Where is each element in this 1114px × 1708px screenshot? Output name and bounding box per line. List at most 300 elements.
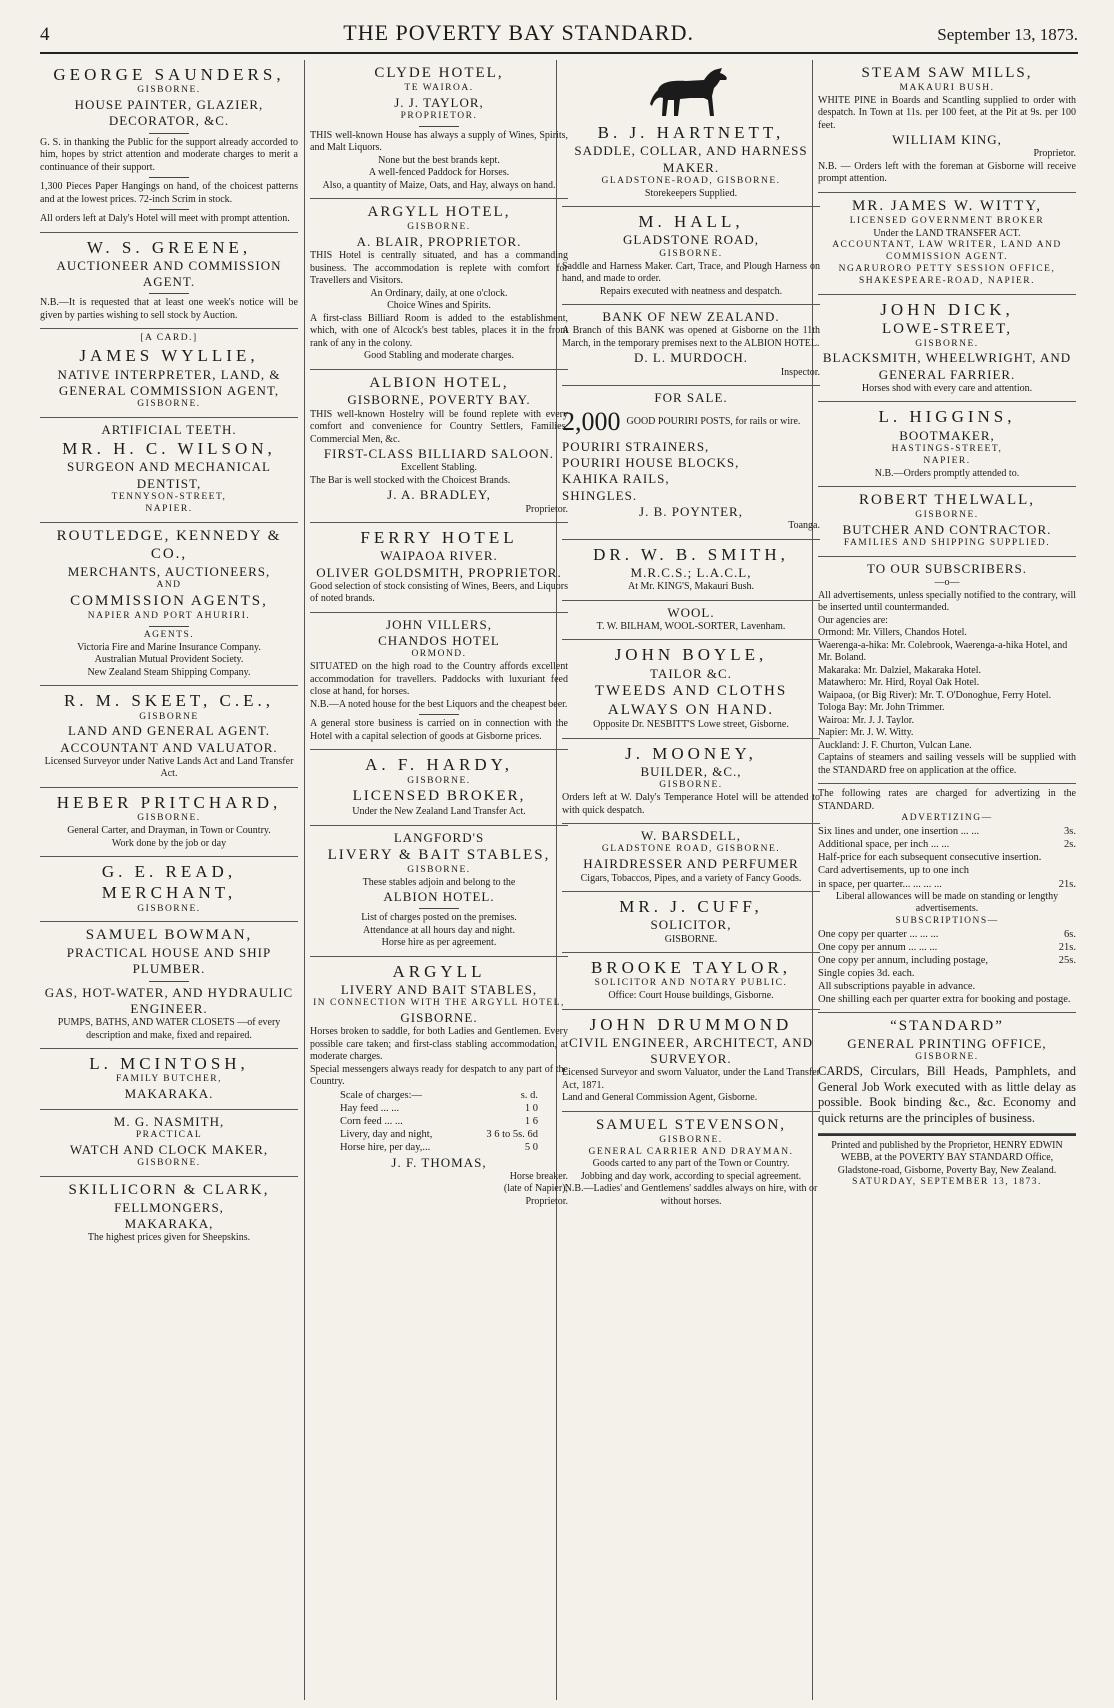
ad-text: THIS well-known House has always a supply of Wines, Spirits, and Malt Liquors. [310, 129, 568, 154]
ad-trade: LAND AND GENERAL AGENT. [67, 723, 271, 739]
agency-item: Napier: Mr. J. W. Witty. [818, 727, 914, 739]
charge-row [340, 1102, 538, 1115]
ad-text: TWEEDS AND CLOTHS ALWAYS ON HAND. [594, 682, 788, 718]
ad-trade: WATCH AND CLOCK MAKER, [69, 1141, 269, 1157]
ad-hall [562, 207, 820, 305]
ad-trade: FAMILY BUTCHER, [116, 1074, 222, 1085]
ad-text: FIRST-CLASS BILLIARD SALOON. [323, 446, 555, 462]
rate-item: in space, per quarter... ... ... ... [818, 878, 942, 890]
ad-place: TE WAIROA. [404, 82, 474, 93]
ad-owner: J. B. POYNTER, [639, 503, 743, 519]
ad-printing-office [818, 1013, 1076, 1133]
charge-value: 1 6 [524, 1116, 538, 1128]
ad-text: A Branch of this BANK was opened at Gisborne on the 11th March, in the temporary premises next to the ALBION HOTEL. [562, 325, 820, 349]
ad-wool [562, 601, 820, 641]
ad-trade: LICENSED BROKER, [352, 788, 526, 805]
separator [149, 981, 189, 982]
ad-name: CLYDE HOTEL, [374, 65, 504, 81]
ad-text: Saddle and Harness Maker. Cart, Trace, and Plough Harness on hand, and made to order. [562, 260, 820, 284]
charge-item: Horse hire, per day,... [340, 1142, 431, 1154]
ad-role: Proprietor. [525, 1195, 568, 1207]
ad-greene [40, 233, 298, 330]
charge-value: 1 0 [524, 1103, 538, 1114]
ad-place: GISBORNE. [137, 903, 201, 914]
ad-text: AND [156, 580, 182, 591]
ad-mooney [562, 739, 820, 824]
ad-skeet [40, 686, 298, 788]
notice-text: Captains of steamers and sailing vessels will be supplied with the STANDARD free on application at the office. [818, 752, 1076, 776]
ad-drummond [562, 1010, 820, 1112]
top-rule [40, 52, 1078, 54]
ad-text: None but the best brands kept. [378, 154, 500, 166]
ad-label: AGENTS. [143, 629, 195, 640]
ad-name: M. HALL, [638, 212, 744, 232]
agency-item: Waerenga-a-hika: Mr. Colebrook, Waerenga-a-hika Hotel, and Mr. Boland. [818, 639, 1068, 664]
notice-subscribers [818, 557, 1076, 784]
ad-place: GISBORNE [139, 711, 199, 722]
agency-list [818, 627, 1076, 752]
ad-place: NAPIER. [145, 503, 193, 514]
ad-owner: J. F. THOMAS, [391, 1154, 487, 1170]
ad-name: ROUTLEDGE, KENNEDY & CO., [56, 527, 282, 563]
ad-name: ALBION HOTEL, [369, 374, 509, 391]
ad-place: MAKARAKA, [124, 1215, 214, 1231]
ad-name: FERRY HOTEL [360, 528, 518, 548]
imprint-text: Printed and published by the Proprietor, HENRY EDWIN WEBB, at the POVERTY BAY STANDARD Office, Gladstone-road, Gisborne, Poverty Bay, New Zealand. [831, 1139, 1063, 1176]
ad-pritchard [40, 788, 298, 857]
ad-owner: OLIVER GOLDSMITH, PROPRIETOR. [316, 564, 562, 580]
ad-name: R. M. SKEET, C.E., [63, 691, 275, 711]
ad-skillicorn [40, 1177, 298, 1251]
ad-trade: PRACTICAL HOUSE AND SHIP PLUMBER. [66, 945, 272, 977]
ad-name: L. HIGGINS, [878, 407, 1016, 427]
sale-item: KAHIKA RAILS, [562, 471, 670, 487]
charge-row [340, 1128, 538, 1141]
ad-trade: LICENSED GOVERNMENT BROKER [849, 215, 1045, 226]
charge-row [340, 1115, 538, 1128]
column-rule [304, 60, 305, 1700]
ad-text: Office: Court House buildings, Gisborne. [608, 990, 774, 1002]
ad-text: Also, a quantity of Maize, Oats, and Hay, always on hand. [322, 179, 556, 191]
ad-text: Australian Mutual Provident Society. [94, 654, 244, 666]
ad-name: SAMUEL STEVENSON, [595, 1116, 787, 1133]
ad-text: An Ordinary, daily, at one o'clock. [370, 287, 508, 299]
ad-steam-saw-mills [818, 60, 1076, 193]
ad-name: DR. W. B. SMITH, [593, 544, 789, 564]
ad-place: GISBORNE. [137, 399, 201, 409]
rate-row [818, 928, 1076, 941]
ad-text: (late of Napier), [503, 1183, 568, 1195]
separator [419, 126, 459, 127]
ad-text: ALBION HOTEL. [383, 889, 495, 904]
ad-text: N.B.—Orders promptly attended to. [874, 467, 1020, 479]
ad-name: ARGYLL HOTEL, [367, 204, 511, 221]
ad-text: A well-fenced Paddock for Horses. [368, 167, 510, 179]
ad-name: G. E. READ, [101, 862, 237, 881]
ad-place: GISBORNE. [659, 1134, 723, 1145]
subscription-table [818, 928, 1076, 967]
ad-text: Good Stabling and moderate charges. [363, 350, 515, 362]
ad-place: GISBORNE. [664, 933, 718, 945]
rate-row [818, 825, 1076, 838]
ad-text: SITUATED on the high road to the Country affords excellent accommodation for travellers. Paddocks with luxuriant feed close at hand, for horses. [310, 661, 568, 698]
charges-units: s. d. [520, 1089, 538, 1101]
ad-label: [A CARD.] [140, 333, 198, 344]
ad-albion-hotel [310, 370, 568, 524]
charge-item: Corn feed ... ... [340, 1116, 403, 1128]
separator [419, 908, 459, 909]
ad-villers [310, 613, 568, 750]
rate-item: One copy per quarter ... ... ... [818, 928, 939, 940]
ad-place: GISBORNE. [659, 780, 723, 791]
charge-item: Livery, day and night, [340, 1129, 433, 1141]
ad-text: Jobbing and day work, according to special agreement. [580, 1170, 802, 1182]
charge-row [340, 1141, 538, 1154]
sale-item: SHINGLES. [562, 487, 638, 503]
ad-text: Work done by the job or day [111, 837, 227, 849]
ad-text: The Bar is well stocked with the Choicest Brands. [310, 474, 511, 486]
sale-item: POURIRI STRAINERS, [562, 438, 710, 454]
ad-text: CARDS, Circulars, Bill Heads, Pamphlets, and General Job Work executed with as little delay as possible. Book binding &c., &c. Economy and quick returns are the principles of business. [818, 1064, 1076, 1125]
column-4 [818, 60, 1076, 1700]
ad-clyde-hotel [310, 60, 568, 199]
ad-name: MR. H. C. WILSON, [62, 439, 276, 459]
ad-role: Horse breaker. [509, 1170, 568, 1182]
ad-place: ORMOND. [411, 649, 467, 660]
ad-text: Under the New Zealand Land Transfer Act. [352, 806, 526, 818]
ad-role: Proprietor. [525, 503, 568, 515]
ad-trade: SOLICITOR AND NOTARY PUBLIC. [594, 978, 788, 989]
ad-trade: BUTCHER AND CONTRACTOR. [842, 521, 1052, 537]
ad-brooke-taylor [562, 953, 820, 1010]
notice-text: Our agencies are: [818, 614, 888, 626]
ad-text: List of charges posted on the premises. [361, 912, 517, 924]
rate-item: One copy per annum, including postage, [818, 954, 988, 966]
ad-name: JOHN DICK, [880, 299, 1014, 319]
ad-place: WAIPAOA RIVER. [380, 548, 498, 564]
ad-place: NAPIER AND PORT AHURIRI. [87, 611, 251, 621]
agency-item: Makaraka: Mr. Dalziel, Makaraka Hotel. [818, 664, 981, 676]
separator [149, 177, 189, 178]
ad-text: Good selection of stock consisting of Wines, Beers, and Liquors of noted brands. [310, 580, 568, 605]
ad-routledge [40, 523, 298, 687]
ad-text: T. W. BILHAM, WOOL-SORTER, Lavenham. [596, 620, 786, 632]
rate-value: 3s. [1064, 826, 1076, 837]
ad-text: THIS well-known Hostelry will be found replete with every comfort and convenience for Country Settlers, Families, Commercial Men, &c. [310, 408, 568, 445]
ad-place: NAPIER. [923, 455, 971, 466]
ad-text: Special messengers always ready for despatch to any part of the Country. [310, 1063, 568, 1088]
rate-item: Additional space, per inch ... ... [818, 839, 950, 851]
ad-ferry-hotel [310, 523, 568, 613]
ad-argyll-stables [310, 957, 568, 1215]
notice-text: All advertisements, unless specially notified to the contrary, will be inserted until countermanded. [818, 589, 1076, 614]
ad-place: Toanga. [788, 520, 820, 531]
ad-text: New Zealand Steam Shipping Company. [87, 666, 251, 678]
ad-place: GISBORNE. [137, 813, 201, 824]
sale-lead [562, 406, 820, 439]
ad-for-sale [562, 386, 820, 540]
ad-text: Storekeepers Supplied. [644, 187, 738, 199]
ad-trade: SOLICITOR, [650, 917, 732, 933]
ad-text: Land and General Commission Agent, Gisborne. [562, 1092, 758, 1104]
rate-value: 21s. [1058, 878, 1076, 890]
ad-name: BROOKE TAYLOR, [590, 958, 792, 977]
ad-text: WHITE PINE in Boards and Scantling supplied to order with despatch. In Town at 11s. per 100 feet, at the Pit at 9s. per 100 feet. [818, 94, 1076, 131]
notice-text: Half-price for each subsequent consecutive insertion. [818, 852, 1042, 864]
ad-name: A. F. HARDY, [365, 755, 513, 775]
ad-boyle [562, 640, 820, 739]
ad-place: GISBORNE. [659, 248, 723, 259]
ad-heading: ARTIFICIAL TEETH. [101, 421, 237, 437]
notice-subheading: ADVERTIZING— [901, 813, 993, 824]
notice-text: The following rates are charged for advertizing in the STANDARD. [818, 788, 1076, 812]
notice-ornament: —o— [934, 577, 960, 589]
ad-text: Orders left at W. Daly's Temperance Hotel will be attended to with quick despatch. [562, 792, 820, 816]
ad-name: W. BARSDELL, [641, 828, 741, 844]
charges-label: Scale of charges:— [340, 1089, 423, 1101]
ad-text: N.B. — Orders left with the foreman at Gisborne will receive prompt attention. [818, 160, 1076, 185]
ad-trade: MERCHANTS, AUCTIONEERS, [67, 564, 271, 580]
ad-text: A general store business is carried on in connection with the Hotel with a capital selection of goods at Gisborne prices. [310, 718, 568, 742]
ad-wilson [40, 418, 298, 523]
ad-mcintosh [40, 1049, 298, 1109]
ad-hotel: CHANDOS HOTEL [378, 633, 500, 649]
ad-text: These stables adjoin and belong to the [362, 876, 516, 888]
ad-bowman [40, 922, 298, 1049]
ad-trade: FELLMONGERS, [114, 1199, 224, 1215]
ad-text: Excellent Stabling. [400, 462, 478, 474]
ad-trade: COMMISSION AGENTS, [70, 593, 268, 610]
ad-place: GISBORNE. [915, 338, 979, 349]
ad-text: 1,300 Pieces Paper Hangings on hand, of the choicest patterns and at the lowest prices. 72-inch Scrim in stock. [40, 181, 298, 205]
newspaper-title: THE POVERTY BAY STANDARD. [343, 20, 694, 45]
charge-item: Hay feed ... ... [340, 1103, 400, 1114]
ad-trade: GAS, HOT-WATER, AND HYDRAULIC ENGINEER. [44, 984, 294, 1016]
rates-table [818, 825, 1076, 851]
rate-row [818, 941, 1076, 954]
ad-place: GISBORNE. [137, 1157, 201, 1168]
ad-degree: M.R.C.S.; L.A.C.L, [630, 564, 752, 580]
ad-place: GISBORNE. [407, 775, 471, 786]
ad-name: HEBER PRITCHARD, [56, 792, 282, 812]
ad-trade: SADDLE, COLLAR, AND HARNESS MAKER. [574, 143, 808, 175]
ad-place: NGARURORO PETTY SESSION OFFICE, SHAKESPEARE-ROAD, NAPIER. [838, 263, 1056, 286]
rate-row [818, 954, 1076, 967]
ad-trade: Under the LAND TRANSFER ACT. [873, 227, 1021, 239]
page-number: 4 [40, 24, 50, 45]
imprint-date: SATURDAY, SEPTEMBER 13, 1873. [852, 1177, 1042, 1188]
notice-heading: TO OUR SUBSCRIBERS. [867, 560, 1027, 576]
ad-langford [310, 826, 568, 957]
ad-trade: LIVERY AND BAIT STABLES, [340, 982, 538, 997]
ad-trade: GENERAL PRINTING OFFICE, [847, 1036, 1047, 1051]
ad-stevenson [562, 1112, 820, 1215]
ad-name: JOHN BOYLE, [614, 645, 768, 665]
ad-place: GISBORNE. [407, 864, 471, 875]
ad-text: FAMILIES AND SHIPPING SUPPLIED. [843, 538, 1051, 548]
imprint [818, 1134, 1076, 1195]
ad-name: MR. J. CUFF, [619, 897, 763, 916]
ad-name: JOHN VILLERS, [386, 616, 492, 632]
ad-text: The highest prices given for Sheepskins. [87, 1232, 251, 1243]
ad-owner: D. L. MURDOCH. [633, 350, 749, 366]
ad-text: A first-class Billiard Room is added to the establishment, which, with one of Alcock's best tables, places it in the front rank of any in the colony. [310, 312, 568, 349]
ad-text: Horses shod with every care and attention. [861, 382, 1033, 394]
sale-quantity: 2,000 [562, 407, 621, 437]
ad-owner: WILLIAM KING, [892, 132, 1002, 148]
ad-name: MR. JAMES W. WITTY, [852, 197, 1042, 214]
ad-trade: PRACTICAL [135, 1129, 203, 1140]
ad-place: MAKAURI BUSH. [899, 82, 995, 93]
ad-name: ROBERT THELWALL, [858, 492, 1036, 509]
ad-text: N.B.—Ladies' and Gentlemens' saddles always on hire, with or without horses. [564, 1183, 818, 1207]
ad-text: Repairs executed with neatness and despatch. [599, 285, 783, 297]
ad-name: L. MCINTOSH, [89, 1054, 249, 1074]
ad-text: N.B.—A noted house for the best Liquors and the cheapest beer. [310, 698, 568, 710]
ad-street: GLADSTONE ROAD, [622, 232, 760, 248]
ad-text: Attendance at all hours day and night. [363, 924, 515, 936]
ad-street: LOWE-STREET, [882, 320, 1012, 337]
ad-place: GISBORNE. [407, 222, 471, 232]
ad-witty [818, 193, 1076, 295]
ad-thelwall [818, 487, 1076, 557]
ad-trade: BLACKSMITH, WHEELWRIGHT, AND GENERAL FARRIER. [822, 350, 1072, 382]
charges-header [340, 1089, 538, 1102]
ad-saunders [40, 60, 298, 233]
ad-trade: SURGEON AND MECHANICAL DENTIST, [66, 459, 271, 491]
ad-text: PUMPS, BATHS, AND WATER CLOSETS —of every description and make, fixed and repaired. [57, 1017, 281, 1041]
ad-place: GISBORNE. [915, 509, 979, 520]
agency-item: Wairoa: Mr. J. J. Taylor. [818, 714, 915, 726]
separator [149, 209, 189, 210]
ad-street: TENNYSON-STREET, [111, 491, 227, 502]
ad-text: GOOD POURIRI POSTS, for rails or wire. [626, 416, 801, 428]
horse-icon [646, 66, 736, 122]
ad-trade: CIVIL ENGINEER, ARCHITECT, AND SURVEYOR. [568, 1034, 814, 1067]
agency-item: Matawhero: Mr. Hird, Royal Oak Hotel. [818, 677, 980, 689]
ad-name: ARGYLL [392, 961, 486, 981]
rate-item: One copy per annum ... ... ... [818, 941, 938, 953]
agency-item: Ormond: Mr. Villers, Chandos Hotel. [818, 627, 967, 639]
ad-cuff [562, 892, 820, 953]
ad-place: GLADSTONE-ROAD, GISBORNE. [601, 175, 781, 186]
ad-trade: BOOTMAKER, [899, 427, 995, 443]
ad-name: J. MOONEY, [625, 743, 757, 763]
rate-value: 21s. [1058, 941, 1076, 953]
notice-text: One shilling each per quarter extra for booking and postage. [818, 994, 1071, 1006]
ad-role: PROPRIETOR. [400, 110, 478, 121]
ad-heading: WOOL. [667, 604, 715, 620]
ad-role: Inspector. [780, 366, 820, 378]
ad-role: Proprietor. [1033, 148, 1076, 160]
ad-place: MAKARAKA. [124, 1086, 214, 1102]
ad-trade: ACCOUNTANT, LAW WRITER, LAND AND COMMISSION AGENT. [832, 240, 1062, 262]
ad-place: GISBORNE, POVERTY BAY. [347, 392, 531, 408]
ad-trade: LIVERY & BAIT STABLES, [327, 846, 551, 863]
masthead [40, 20, 1078, 50]
ad-smith [562, 540, 820, 601]
ad-trade: MERCHANT, [101, 883, 237, 903]
ad-name: SAMUEL BOWMAN, [85, 927, 253, 944]
ad-text: All orders left at Daly's Hotel will meet with prompt attention. [40, 213, 290, 225]
ad-name: JOHN DRUMMOND [589, 1014, 793, 1034]
ad-owner: J. A. BRADLEY, [387, 487, 491, 503]
ad-text: Licensed Surveyor and sworn Valuator, under the Land Transfer Act, 1871. [562, 1067, 820, 1091]
rate-value: 2s. [1064, 839, 1076, 851]
ad-text: Victoria Fire and Marine Insurance Company. [77, 641, 261, 653]
ad-text: Choice Wines and Spirits. [387, 300, 491, 312]
ad-place: GISBORNE. [915, 1052, 979, 1063]
ad-place: GISBORNE. [137, 85, 201, 96]
ad-name: GEORGE SAUNDERS, [53, 65, 285, 84]
ad-read [40, 857, 298, 922]
ad-text: Goods carted to any part of the Town or Country. [592, 1158, 790, 1170]
ad-higgins [818, 402, 1076, 487]
agency-item: Tologa Bay: Mr. John Trimmer. [818, 702, 945, 714]
sale-items [562, 439, 820, 504]
rate-value: 6s. [1064, 928, 1076, 940]
ad-place: GISBORNE. [400, 1010, 478, 1026]
notice-subheading: SUBSCRIPTIONS— [895, 915, 999, 926]
ad-place: GLADSTONE ROAD, GISBORNE. [601, 844, 781, 855]
ad-owner: J. J. TAYLOR, [394, 94, 484, 110]
issue-date: September 13, 1873. [937, 25, 1078, 44]
charges-table [310, 1089, 568, 1155]
charge-value: 3 6 to 5s. 6d [486, 1129, 538, 1141]
ad-text: General Carter, and Drayman, in Town or Country. [67, 825, 271, 836]
ad-text: Horse hire as per agreement. [381, 937, 497, 949]
ad-text: IN CONNECTION WITH THE ARGYLL HOTEL, [313, 998, 565, 1009]
notice-text: Liberal allowances will be made on standing or lengthy advertisements. [835, 890, 1059, 915]
ad-hardy [310, 750, 568, 825]
ad-hartnett [562, 60, 820, 207]
ad-trade: TAILOR &C. [650, 665, 732, 681]
rate-value: 25s. [1058, 954, 1076, 966]
column-1 [40, 60, 298, 1700]
ad-trade: AUCTIONEER AND COMMISSION AGENT. [56, 257, 282, 290]
ad-trade: HAIRDRESSER AND PERFUMER [583, 856, 799, 872]
ad-owner: A. BLAIR, PROPRIETOR. [356, 233, 522, 249]
ad-name: LANGFORD'S [393, 829, 485, 845]
notice-rates [818, 784, 1076, 1013]
ad-name: B. J. HARTNETT, [597, 123, 785, 142]
sale-item: POURIRI HOUSE BLOCKS, [562, 455, 740, 470]
ad-dick [818, 295, 1076, 403]
ad-text: N.B.—It is requested that at least one week's notice will be given by parties wishing to sell stock by Auction. [40, 297, 298, 321]
ad-barsdell [562, 824, 820, 892]
ad-trade: GENERAL CARRIER AND DRAYMAN. [588, 1146, 794, 1157]
ad-trade: BUILDER, &C., [640, 764, 742, 779]
ad-argyll-hotel [310, 199, 568, 369]
ad-wyllie [40, 329, 298, 418]
ad-bank-of-new-zealand [562, 305, 820, 386]
agency-item: Waipaoa, (or Big River): Mr. T. O'Donoghue, Ferry Hotel. [818, 689, 1052, 701]
ad-name: “STANDARD” [890, 1018, 1004, 1035]
ad-place: At Mr. KING'S, Makauri Bush. [628, 581, 754, 592]
ad-heading: FOR SALE. [654, 390, 728, 405]
separator [419, 714, 459, 715]
ad-name: BANK OF NEW ZEALAND. [602, 309, 780, 324]
notice-text: Card advertisements, up to one inch [818, 865, 970, 877]
ad-street: HASTINGS-STREET, [891, 443, 1003, 454]
ad-trade: HOUSE PAINTER, GLAZIER, DECORATOR, &C. [74, 97, 264, 129]
rate-row [818, 878, 1076, 891]
ad-name: M. G. NASMITH, [113, 1113, 225, 1129]
ad-name: W. S. GREENE, [86, 237, 252, 257]
column-3 [562, 60, 820, 1700]
ad-name: JAMES WYLLIE, [79, 346, 259, 366]
ad-text: THIS Hotel is centrally situated, and has a commanding business. The accommodation is replete with comfort for Travellers and Visitors. [310, 250, 568, 287]
